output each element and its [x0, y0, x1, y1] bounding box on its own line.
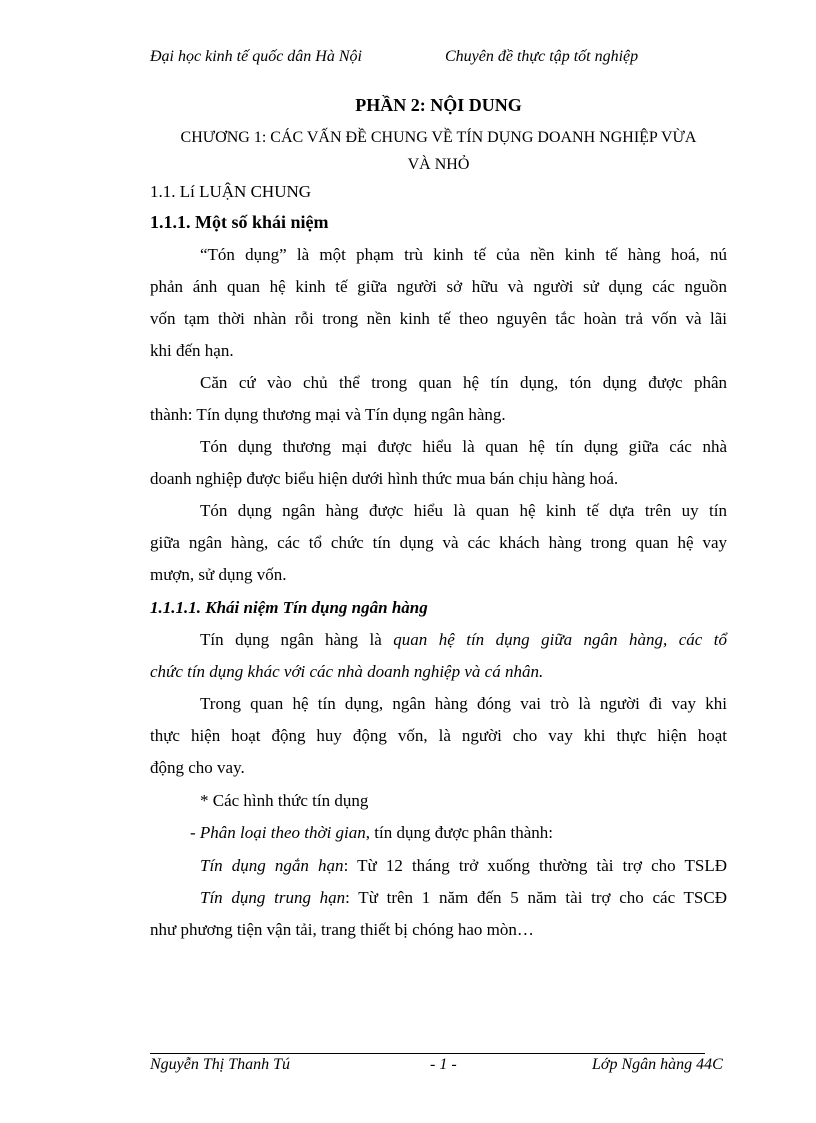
paragraph-line	[190, 822, 727, 844]
paragraph-line	[200, 629, 727, 651]
page-title: PHẦN 2: NỘI DUNG	[355, 95, 522, 115]
footer-page-number: - 1 -	[430, 1056, 457, 1073]
paragraph-line	[150, 757, 727, 779]
text-run: thực hiện hoạt động huy động vốn, là người cho vay khi thực hiện hoạt	[150, 726, 727, 745]
text-run: động cho vay.	[150, 758, 245, 777]
text-run: “Tón dụng” là một phạm trù kinh tế của nền kinh tế hàng hoá, nú	[200, 245, 727, 264]
footer-class: Lớp Ngân hàng 44C	[592, 1056, 723, 1073]
paragraph-line	[200, 500, 727, 522]
text-run: -	[190, 823, 200, 842]
paragraph-line	[150, 276, 727, 298]
text-run: : Từ 12 tháng trở xuống thường tài trợ cho TSLĐ	[343, 856, 727, 875]
text-run: * Các hình thức tín dụng	[200, 791, 369, 810]
paragraph-line	[200, 372, 727, 394]
text-run: Căn cứ vào chủ thể trong quan hệ tín dụng, tón dụng được phân	[200, 373, 727, 392]
paragraph-line	[200, 790, 727, 812]
text-run: , tín dụng được phân thành:	[365, 823, 553, 842]
chapter-title-line-1: CHƯƠNG 1: CÁC VẤN ĐỀ CHUNG VỀ TÍN DỤNG DOANH NGHIỆP VỪA	[180, 129, 697, 146]
paragraph-line	[150, 308, 727, 330]
paragraph-line	[200, 855, 727, 877]
header-left: Đại học kinh tế quốc dân Hà Nội	[150, 48, 362, 65]
text-run: Phân loại theo thời gian	[199, 823, 366, 842]
text-run: doanh nghiệp được biểu hiện dưới hình thức mua bán chịu hàng hoá.	[150, 469, 619, 488]
text-run: Tón dụng ngân hàng được hiểu là quan hệ kinh tế dựa trên uy tín	[200, 501, 727, 520]
paragraph-line	[200, 693, 727, 715]
text-run: quan hệ tín dụng giữa ngân hàng, các tổ	[393, 630, 727, 649]
text-run: Tín dụng ngắn hạn	[200, 856, 344, 875]
paragraph-line	[200, 244, 727, 266]
chapter-title-line-2: VÀ NHỎ	[407, 156, 470, 173]
text-run: phản ánh quan hệ kinh tế giữa người sở hữu và người sử dụng các nguồn	[150, 277, 727, 296]
text-run: 1.1.1.1. Khái niệm Tín dụng ngân hàng	[150, 598, 428, 617]
text-run: thành: Tín dụng thương mại và Tín dụng ngân hàng.	[150, 405, 506, 424]
text-run: vốn tạm thời nhàn rỗi trong nền kinh tế theo nguyên tắc hoàn trả vốn và lãi	[150, 309, 727, 328]
subsection-heading: 1.1.1. Một số khái niệm	[150, 212, 329, 232]
subsubsection-heading	[150, 597, 727, 619]
paragraph-line	[150, 340, 727, 362]
paragraph-line	[150, 725, 727, 747]
footer-divider	[150, 1053, 705, 1054]
text-run: Trong quan hệ tín dụng, ngân hàng đóng vai trò là người đi vay khi	[200, 694, 727, 713]
paragraph-line	[150, 919, 727, 941]
text-run: : Từ trên 1 năm đến 5 năm tài trợ cho các TSCĐ	[345, 888, 727, 907]
text-run: khi đến hạn.	[150, 341, 234, 360]
paragraph-line	[150, 532, 727, 554]
text-run: Tín dụng trung hạn	[200, 888, 346, 907]
paragraph-line	[200, 436, 727, 458]
header-right: Chuyên đề thực tập tốt nghiệp	[445, 48, 639, 65]
text-run: giữa ngân hàng, các tổ chức tín dụng và các khách hàng trong quan hệ vay	[150, 533, 727, 552]
section-heading: 1.1. Lí LUẬN CHUNG	[150, 182, 312, 201]
paragraph-line	[150, 404, 727, 426]
text-run: như phương tiện vận tải, trang thiết bị chóng hao mòn…	[150, 920, 534, 939]
footer-author: Nguyễn Thị Thanh Tú	[150, 1056, 291, 1073]
paragraph-line	[150, 468, 727, 490]
text-run: Tón dụng thương mại được hiểu là quan hệ tín dụng giữa các nhà	[200, 437, 727, 456]
text-run: mượn, sử dụng vốn.	[150, 565, 287, 584]
paragraph-line	[200, 887, 727, 909]
paragraph-line	[150, 661, 727, 683]
paragraph-line	[150, 564, 727, 586]
text-run: Tín dụng ngân hàng là	[200, 630, 394, 649]
text-run: chức tín dụng khác với các nhà doanh nghiệp và cá nhân.	[150, 662, 544, 681]
